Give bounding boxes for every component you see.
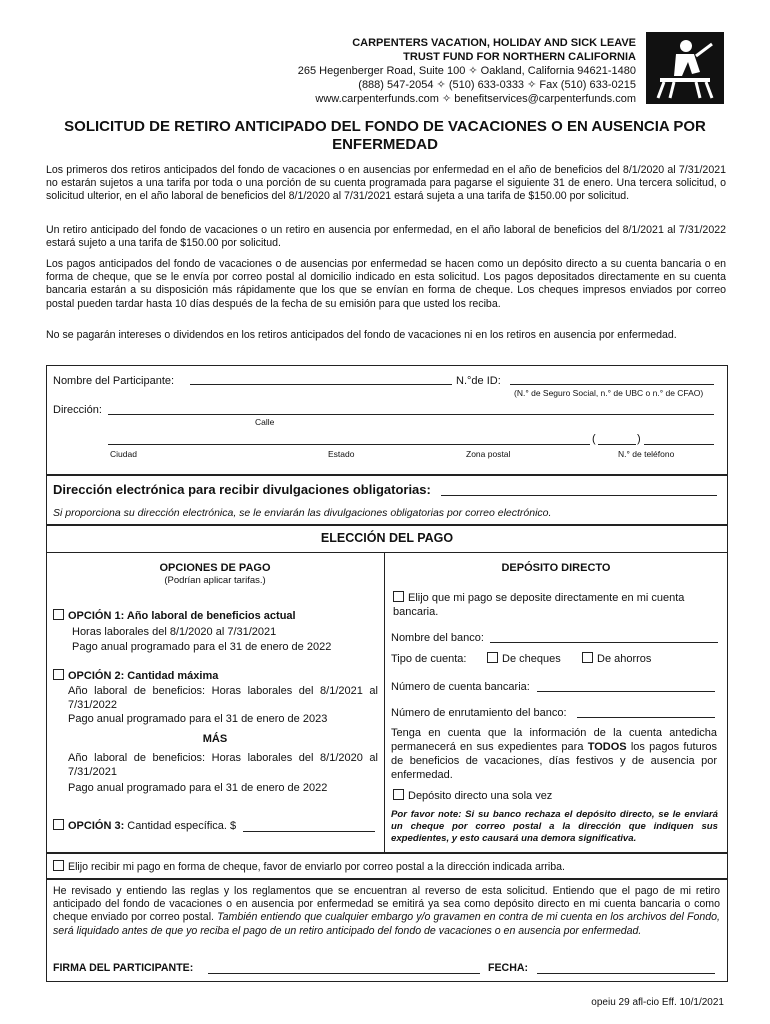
savings-checkbox[interactable]	[582, 652, 593, 663]
email-note: Si proporciona su dirección electrónica, se le enviarán las divulgaciones obligatorias por correo electrónico.	[53, 507, 552, 519]
title-line2: ENFERMEDAD	[332, 136, 438, 153]
option2-line4: Pago anual programado para el 31 de enero de 2022	[68, 782, 328, 794]
savings-option[interactable]	[582, 652, 651, 666]
carpenter-logo-icon	[646, 32, 724, 104]
savings-label: De ahorros	[597, 653, 652, 665]
account-number-label: Número de cuenta bancaria:	[391, 681, 530, 693]
paragraph-payment-methods: Los pagos anticipados del fondo de vacaciones o de ausencias por enfermedad se hacen como un depósito directo a su cuenta bancaria o en forma de cheque, que se le envía por correo postal al domicilio indicado en esta solicitud. Los pagos depositados directamente en su cuenta bancaria estarán a su disposición más rápidamente que los que se envían en forma de cheque. Los cheques impresos enviados por correo postal pueden tardar hasta 10 días después de la fecha de su emisión para que usted los reciba.	[46, 258, 726, 310]
org-address: 265 Hegenberger Road, Suite 100 ✧ Oakland, California 94621-1480	[297, 65, 636, 77]
option1-row[interactable]	[53, 609, 296, 623]
option1-title: OPCIÓN 1: Año laboral de beneficios actual	[68, 610, 296, 622]
date-label: FECHA:	[488, 962, 529, 974]
participant-id-label: N.°de ID:	[456, 375, 501, 387]
option1-line1: Horas laborales del 8/1/2020 al 7/31/2021	[72, 626, 277, 638]
option2-mas: MÁS	[202, 733, 228, 745]
bank-name-label: Nombre del banco:	[391, 632, 484, 644]
option2-title: OPCIÓN 2: Cantidad máxima	[68, 670, 219, 682]
state-label: Estado	[328, 449, 355, 459]
address-label: Dirección:	[53, 404, 102, 416]
account-keep-note: Tenga en cuenta que la información de la cuenta antedicha permanecerá en sus expedientes para TODOS los pagos futuros de beneficios de vacaciones, días festivos y de ausencia por enfermedad.	[391, 727, 717, 781]
form-title	[40, 118, 730, 154]
account-number-field[interactable]	[537, 691, 715, 692]
street-field[interactable]	[108, 414, 714, 415]
checking-label: De cheques	[502, 653, 561, 665]
phone-label: N.° de teléfono	[618, 449, 675, 459]
option3-checkbox[interactable]	[53, 819, 64, 830]
paragraph-fee-2021: Un retiro anticipado del fondo de vacaciones o un retiro en ausencia por enfermedad, en el año laboral de beneficios del 8/1/2021 al 7/31/2022 estará sujeto a una tarifa de $150.00 por solicitud.	[46, 224, 726, 250]
option3-amount-field[interactable]	[243, 831, 375, 832]
participant-id-field[interactable]	[510, 384, 714, 385]
one-time-deposit-label: Depósito directo una sola vez	[408, 790, 553, 802]
check-option-text: Elijo recibir mi pago en forma de cheque, favor de enviarlo por correo postal a la dirección indicada arriba.	[68, 861, 565, 873]
phone-area-field[interactable]	[598, 444, 636, 445]
org-phones: (888) 547-2054 ✧ (510) 633-0333 ✧ Fax (510) 633-0215	[358, 79, 636, 91]
option2-line3: Año laboral de beneficios: Horas laborales del 8/1/2020 al 7/31/2021	[68, 752, 378, 778]
form-footer: opeiu 29 afl-cio Eff. 10/1/2021	[591, 997, 724, 1008]
one-time-deposit-row[interactable]	[393, 789, 552, 803]
option1-line2: Pago anual programado para el 31 de enero de 2022	[72, 641, 332, 653]
bank-reject-note: Por favor note: Si su banco rechaza el depósito directo, se le enviará un cheque por correo postal a la dirección que indiquen sus expedientes, y esto causará una demora significativa.	[391, 809, 718, 845]
check-option-checkbox[interactable]	[53, 860, 64, 871]
street-label: Calle	[255, 417, 275, 427]
direct-deposit-elect-text: Elijo que mi pago se deposite directamente en mi cuenta bancaria.	[393, 592, 685, 618]
account-type-label: Tipo de cuenta:	[391, 653, 467, 665]
participant-name-field[interactable]	[190, 384, 452, 385]
title-line1: SOLICITUD DE RETIRO ANTICIPADO DEL FONDO DE VACACIONES O EN AUSENCIA POR	[64, 118, 706, 135]
signature-field[interactable]	[208, 973, 480, 974]
direct-deposit-heading: DEPÓSITO DIRECTO	[501, 562, 611, 574]
option3-text: Cantidad específica. $	[127, 820, 237, 832]
city-label: Ciudad	[110, 449, 137, 459]
checking-option[interactable]	[487, 652, 561, 666]
checking-checkbox[interactable]	[487, 652, 498, 663]
option1-checkbox[interactable]	[53, 609, 64, 620]
option2-checkbox[interactable]	[53, 669, 64, 680]
routing-number-field[interactable]	[577, 717, 715, 718]
election-heading: ELECCIÓN DEL PAGO	[320, 531, 454, 545]
option3-row[interactable]	[53, 819, 236, 833]
city-state-zip-field[interactable]	[108, 444, 590, 445]
org-header	[298, 36, 636, 106]
date-field[interactable]	[537, 973, 715, 974]
org-name-line1: CARPENTERS VACATION, HOLIDAY AND SICK LEAVE	[352, 37, 636, 49]
check-option-row[interactable]	[53, 860, 565, 874]
bank-name-field[interactable]	[490, 642, 718, 643]
org-name-line2: TRUST FUND FOR NORTHERN CALIFORNIA	[403, 51, 636, 63]
direct-deposit-elect-row[interactable]	[393, 591, 718, 619]
option2-line1: Año laboral de beneficios: Horas laborales del 8/1/2021 al 7/31/2022	[68, 685, 378, 711]
participant-id-hint: (N.° de Seguro Social, n.° de UBC o n.° de CFAO)	[514, 388, 704, 398]
options-subheading: (Podrían aplicar tarifas.)	[164, 575, 266, 586]
routing-number-label: Número de enrutamiento del banco:	[391, 707, 567, 719]
option3-title: OPCIÓN 3:	[68, 820, 125, 832]
phone-field[interactable]	[644, 444, 714, 445]
zip-label: Zona postal	[466, 449, 511, 459]
direct-deposit-checkbox[interactable]	[393, 591, 404, 602]
email-field[interactable]	[441, 495, 717, 496]
paragraph-no-interest: No se pagarán intereses o dividendos en los retiros anticipados del fondo de vacaciones ni en los retiros en ausencia por enfermedad.	[46, 329, 677, 341]
acknowledgement-text: He revisado y entiendo las reglas y los reglamentos que se encuentran al reverso de esta solicitud. Entiendo que el pago de mi retiro anticipado del fondo de vacaciones o en ausencia por enfermedad se emitirá ya sea como depósito directo en mi cuenta bancaria o como cheque enviado por correo postal. También entiendo que cualquier embargo y/o gravamen en contra de mi cuenta en los archivos del Fondo, será liquidado antes de que yo reciba el pago de un retiro anticipado del fondo de vacaciones o en ausencia por enfermedad.	[53, 885, 720, 937]
participant-name-label: Nombre del Participante:	[53, 375, 175, 387]
signature-label: FIRMA DEL PARTICIPANTE:	[53, 962, 194, 974]
option2-line2: Pago anual programado para el 31 de enero de 2023	[68, 713, 328, 725]
one-time-deposit-checkbox[interactable]	[393, 789, 404, 800]
options-heading: OPCIONES DE PAGO	[159, 562, 271, 574]
email-label: Dirección electrónica para recibir divulgaciones obligatorias:	[53, 482, 431, 497]
paragraph-fee-2020: Los primeros dos retiros anticipados del fondo de vacaciones o en ausencias por enfermedad en el año de beneficios del 8/1/2020 al 7/31/2021 no estarán sujetos a una tarifa por toda o una porción de su cuenta programada para pagarse el siguiente 31 de enero. Una tercera solicitud, o solicitud ulterior, en el año laboral de beneficios del 8/1/2020 al 7/31/2021 estará sujeta a una tarifa de $150.00 por solicitud.	[46, 164, 726, 203]
option2-row[interactable]	[53, 669, 218, 683]
org-web: www.carpenterfunds.com ✧ benefitservices@carpenterfunds.com	[315, 93, 636, 105]
